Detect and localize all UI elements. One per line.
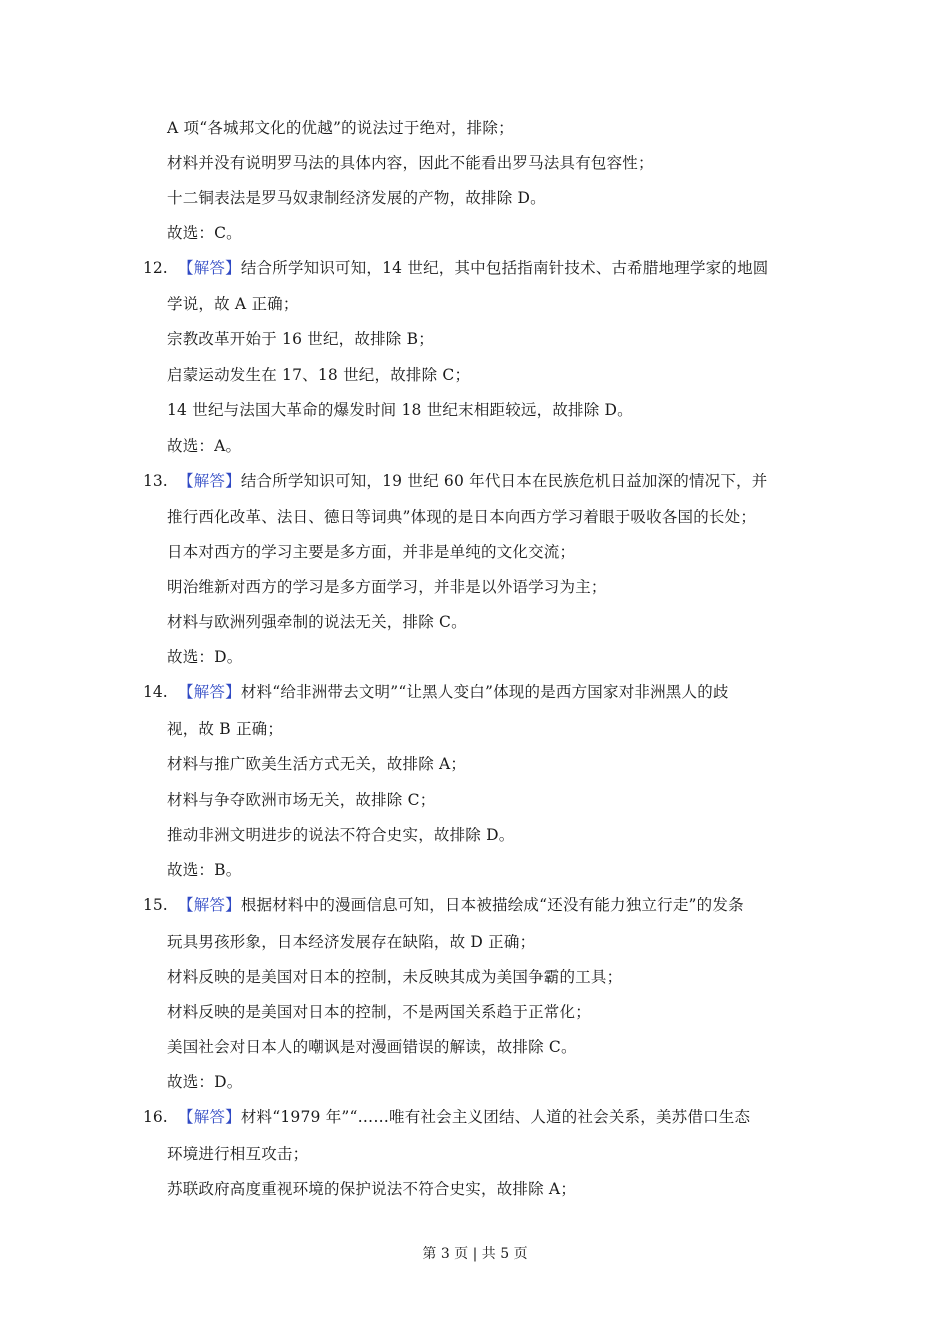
answer-tag: 【解答】	[178, 683, 241, 701]
answer-tag: 【解答】	[178, 896, 241, 914]
answer-line: 苏联政府高度重视环境的保护说法不符合史实，故排除 A；	[167, 1180, 577, 1198]
answer-line: 宗教改革开始于 16 世纪，故排除 B；	[167, 330, 434, 348]
answer-line: 十二铜表法是罗马奴隶制经济发展的产物，故排除 D。	[167, 189, 546, 207]
answer-text: 结合所学知识可知，14 世纪，其中包括指南针技术、古希腊地理学家的地圆	[240, 259, 769, 277]
answer-line: 材料并没有说明罗马法的具体内容，因此不能看出罗马法具有包容性；	[167, 154, 654, 172]
answer-line: 故选：D。	[167, 1073, 243, 1091]
answer-first-line	[178, 681, 729, 703]
question-number: 12.	[143, 259, 168, 277]
answer-line: 材料与欧洲列强牵制的说法无关，排除 C。	[167, 613, 467, 631]
answer-first-line	[178, 470, 767, 492]
answer-first-line	[178, 257, 768, 279]
answer-line: 日本对西方的学习主要是多方面，并非是单纯的文化交流；	[167, 543, 576, 561]
answer-line: 故选：D。	[167, 648, 243, 666]
answer-line: 视，故 B 正确；	[167, 720, 284, 738]
answer-line: 材料与争夺欧洲市场无关，故排除 C；	[167, 791, 436, 809]
question-number: 16.	[143, 1108, 168, 1126]
answer-first-line	[178, 1106, 750, 1128]
answer-line: 启蒙运动发生在 17、18 世纪，故排除 C；	[167, 366, 471, 384]
answer-line: 环境进行相互攻击；	[167, 1145, 309, 1163]
answer-line: 材料反映的是美国对日本的控制，未反映其成为美国争霸的工具；	[167, 968, 623, 986]
answer-tag: 【解答】	[178, 1108, 241, 1126]
answer-line: 材料与推广欧美生活方式无关，故排除 A；	[167, 755, 467, 773]
answer-line: 推行西化改革、法日、德日等词典”体现的是日本向西方学习着眼于吸收各国的长处；	[167, 508, 757, 526]
answer-line: 故选：B。	[167, 861, 242, 879]
answer-line: 学说，故 A 正确；	[167, 295, 299, 313]
answer-text: 结合所学知识可知，19 世纪 60 年代日本在民族危机日益加深的情况下，并	[240, 472, 768, 490]
answer-line: 明治维新对西方的学习是多方面学习，并非是以外语学习为主；	[167, 578, 607, 596]
question-number: 13.	[143, 472, 168, 490]
answer-line: 故选：A。	[167, 437, 242, 455]
question-number: 14.	[143, 683, 168, 701]
answer-line: 材料反映的是美国对日本的控制，不是两国关系趋于正常化；	[167, 1003, 591, 1021]
answer-line: 玩具男孩形象，日本经济发展存在缺陷，故 D 正确；	[167, 933, 536, 951]
answer-line: 美国社会对日本人的嘲讽是对漫画错误的解读，故排除 C。	[167, 1038, 577, 1056]
page-footer: 第 3 页 | 共 5 页	[422, 1246, 528, 1262]
question-number: 15.	[143, 896, 168, 914]
answer-text: 材料“给非洲带去文明”“让黑人变白”体现的是西方国家对非洲黑人的歧	[240, 683, 729, 701]
answer-tag: 【解答】	[178, 472, 241, 490]
answer-line: 推动非洲文明进步的说法不符合史实，故排除 D。	[167, 826, 515, 844]
answer-line: 14 世纪与法国大革命的爆发时间 18 世纪末相距较远，故排除 D。	[167, 401, 633, 419]
answer-text: 根据材料中的漫画信息可知，日本被描绘成“还没有能力独立行走”的发条	[240, 896, 744, 914]
answer-line: 故选：C。	[167, 224, 242, 242]
answer-text: 材料“1979 年”“……唯有社会主义团结、人道的社会关系，美苏借口生态	[240, 1108, 751, 1126]
answer-tag: 【解答】	[178, 259, 241, 277]
answer-line: A 项“各城邦文化的优越”的说法过于绝对，排除；	[167, 119, 514, 137]
answer-first-line	[178, 894, 744, 916]
